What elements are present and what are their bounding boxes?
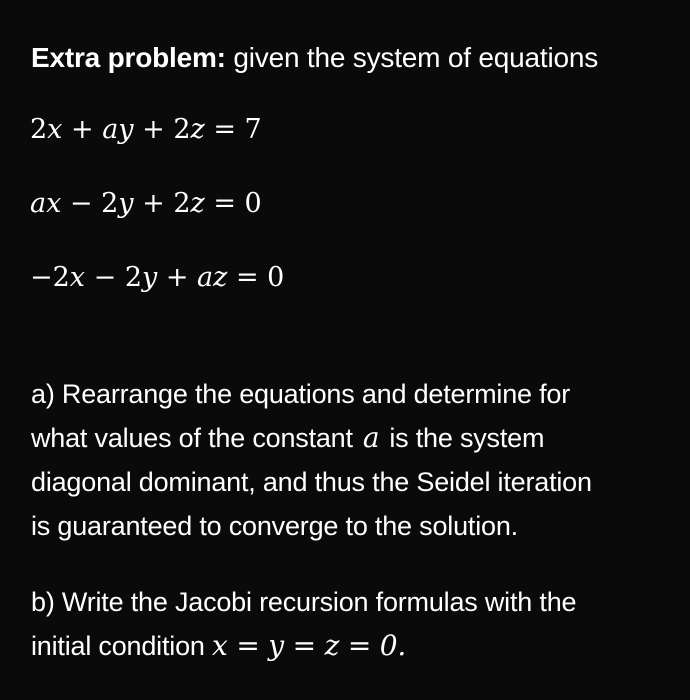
equation-1: 2𝑥 + 𝑎𝑦 + 2𝑧 = 7 xyxy=(30,114,262,145)
part-a-line-1: a) Rearrange the equations and determine for xyxy=(31,379,571,409)
equation-2: 𝑎𝑥 − 2𝑦 + 2𝑧 = 0 xyxy=(30,188,262,219)
part-a-line-4: is guaranteed to converge to the solution. xyxy=(31,511,518,541)
part-a-line-2-tail: is the system xyxy=(389,423,545,453)
part-b-line-2 xyxy=(31,624,661,668)
part-b-line-1: b) Write the Jacobi recursion formulas with the xyxy=(31,587,577,617)
part-a-line-3: diagonal dominant, and thus the Seidel iteration xyxy=(31,467,592,497)
constant-a-symbol: 𝑎 xyxy=(362,421,380,454)
initial-condition-math: 𝑥 = 𝑦 = 𝑧 = 0. xyxy=(212,629,407,662)
heading-text: given the system of equations xyxy=(225,42,599,73)
problem-heading xyxy=(31,38,598,78)
equation-3: −2𝑥 − 2𝑦 + 𝑎𝑧 = 0 xyxy=(30,262,285,293)
part-a-question xyxy=(31,372,661,548)
part-a-line-2-text: what values of the constant xyxy=(31,423,353,453)
heading-label: Extra problem: xyxy=(31,42,226,73)
part-a-line-2 xyxy=(31,416,661,460)
part-b-line-2-text: initial condition xyxy=(31,631,205,661)
part-b-question xyxy=(31,580,661,668)
